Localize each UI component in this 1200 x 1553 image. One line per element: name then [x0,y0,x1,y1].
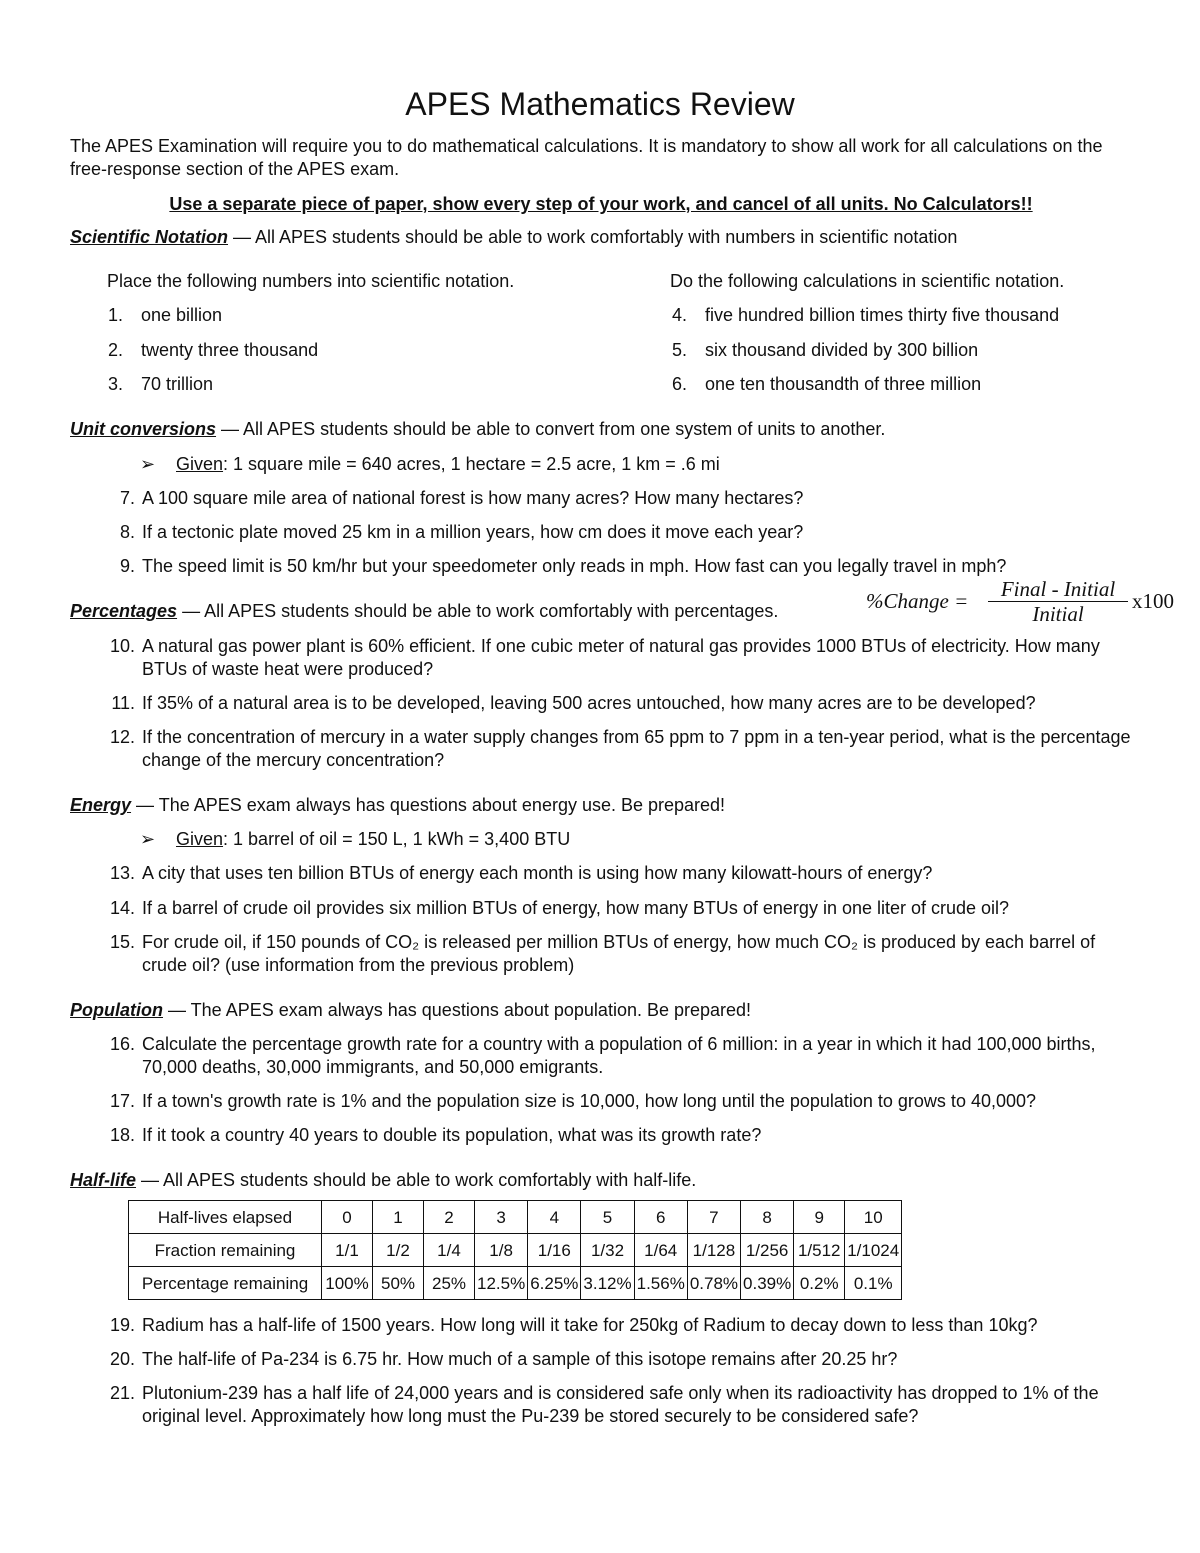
table-cell: 5 [581,1201,634,1234]
table-row [129,1267,902,1300]
section-heading: Percentages [70,601,178,621]
formula-rhs: x100 [1132,589,1174,613]
table-cell: 1/1024 [845,1234,902,1267]
row-label: Fraction remaining [129,1234,322,1267]
question-17 [105,1090,1135,1113]
formula-lhs: %Change = [866,589,969,613]
section-scientific-notation [70,226,1150,249]
question-14 [105,897,1135,920]
section-heading: Scientific Notation [70,227,229,247]
table-cell: 1.56% [634,1267,687,1300]
section-heading: Population [70,1000,163,1020]
question-text: 70 trillion [141,374,214,394]
question-number: 5. [671,340,687,360]
section-heading: Unit conversions [70,419,217,439]
question-number: 6. [671,374,687,394]
section-heading: Half-life [70,1170,137,1190]
question-text: If 35% of a natural area is to be developed, leaving 500 acres untouched, how many acres are to be developed? [142,693,1036,713]
formula-fraction [988,578,1128,625]
section-description: — All APES students should be able to work comfortably with half-life. [136,1170,697,1190]
table-cell: 1/1 [322,1234,373,1267]
question-2 [105,339,318,362]
table-cell: 1/32 [581,1234,634,1267]
question-text: The half-life of Pa-234 is 6.75 hr. How much of a sample of this isotope remains after 20.25 hr? [142,1349,898,1369]
question-number: 18. [109,1125,135,1145]
table-cell: 2 [424,1201,475,1234]
question-text: If a town's growth rate is 1% and the population size is 10,000, how long until the population to grows to 40,000? [142,1091,1037,1111]
question-number: 21. [109,1383,135,1403]
given-label: Given [176,829,224,849]
table-cell: 0.2% [794,1267,845,1300]
question-number: 10. [109,636,135,656]
question-number: 19. [109,1315,135,1335]
question-number: 8. [119,522,135,542]
table-cell: 12.5% [475,1267,528,1300]
question-text: A 100 square mile area of national forest is how many acres? How many hectares? [142,488,804,508]
question-13 [105,862,1135,885]
question-number: 9. [119,556,135,576]
question-number: 4. [671,305,687,325]
table-row [129,1201,902,1234]
sci-left-instruction: Place the following numbers into scientific notation. [107,271,515,291]
given-text: : 1 square mile = 640 acres, 1 hectare = 2.5 acre, 1 km = .6 mi [223,454,720,474]
table-cell: 3 [475,1201,528,1234]
question-number: 13. [109,863,135,883]
table-cell: 1/128 [687,1234,740,1267]
question-number: 15. [109,932,135,952]
table-cell: 4 [528,1201,581,1234]
table-row [129,1234,902,1267]
arrow-bullet-icon: ➢ [140,454,156,474]
table-cell: 0.78% [687,1267,740,1300]
question-text: If it took a country 40 years to double its population, what was its growth rate? [142,1125,762,1145]
section-description: — The APES exam always has questions about energy use. Be prepared! [131,795,726,815]
table-cell: 6 [634,1201,687,1234]
question-text: twenty three thousand [141,340,319,360]
question-6 [669,373,981,396]
question-text: If a tectonic plate moved 25 km in a million years, how cm does it move each year? [142,522,804,542]
question-number: 16. [109,1034,135,1054]
question-number: 17. [109,1091,135,1111]
arrow-bullet-icon: ➢ [140,829,156,849]
table-cell: 1/512 [794,1234,845,1267]
question-11 [105,692,1135,715]
question-text: Plutonium-239 has a half life of 24,000 years and is considered safe only when its radioactivity has dropped to 1% of the original level. Approximately how long must the Pu-239 be stored securely to be considered safe? [142,1383,1099,1426]
section-description: — The APES exam always has questions about population. Be prepared! [163,1000,752,1020]
question-number: 7. [119,488,135,508]
question-number: 1. [107,305,123,325]
energy-given [140,828,570,851]
page-title: APES Mathematics Review [405,86,795,122]
given-text: : 1 barrel of oil = 150 L, 1 kWh = 3,400 BTU [223,829,571,849]
formula-denominator: Initial [1032,602,1084,626]
question-15 [105,931,1135,977]
question-4 [669,304,1059,327]
question-7 [105,487,1135,510]
table-cell: 1/8 [475,1234,528,1267]
question-16 [105,1033,1135,1079]
table-cell: 9 [794,1201,845,1234]
table-cell: 100% [322,1267,373,1300]
formula-numerator: Final - Initial [1000,577,1116,601]
section-half-life [70,1169,1150,1192]
question-text: five hundred billion times thirty five thousand [705,305,1060,325]
half-life-table [128,1200,902,1300]
table-cell: 1/2 [373,1234,424,1267]
table-cell: 1/4 [424,1234,475,1267]
table-cell: 3.12% [581,1267,634,1300]
table-cell: 6.25% [528,1267,581,1300]
table-cell: 8 [741,1201,794,1234]
question-19 [105,1314,1135,1337]
row-label: Percentage remaining [129,1267,322,1300]
question-text: A city that uses ten billion BTUs of energy each month is using how many kilowatt-hours of energy? [142,863,933,883]
question-text: Radium has a half-life of 1500 years. How long will it take for 250kg of Radium to decay down to less than 10kg? [142,1315,1038,1335]
table-cell: 1/256 [741,1234,794,1267]
table-cell: 0 [322,1201,373,1234]
question-1 [105,304,222,327]
question-text: one billion [141,305,223,325]
question-text: A natural gas power plant is 60% efficient. If one cubic meter of natural gas provides 1000 BTUs of electricity. How many BTUs of waste heat were produced? [142,636,1100,679]
question-8 [105,521,1135,544]
section-heading: Energy [70,795,132,815]
section-population [70,999,1150,1022]
question-20 [105,1348,1135,1371]
question-text: one ten thousandth of three million [705,374,982,394]
question-text: six thousand divided by 300 billion [705,340,979,360]
question-number: 14. [109,898,135,918]
table-cell: 1 [373,1201,424,1234]
section-description: — All APES students should be able to work comfortably with numbers in scientific notation [228,227,958,247]
table-cell: 0.1% [845,1267,902,1300]
question-12 [105,726,1135,772]
table-cell: 10 [845,1201,902,1234]
table-cell: 1/64 [634,1234,687,1267]
intro-paragraph: The APES Examination will require you to do mathematical calculations. It is mandatory to show all work for all calculations on the free-response section of the APES exam. [70,136,1103,179]
section-unit-conversions [70,418,1150,441]
question-3 [105,373,213,396]
question-18 [105,1124,1135,1147]
table-cell: 25% [424,1267,475,1300]
question-number: 3. [107,374,123,394]
question-text: If the concentration of mercury in a water supply changes from 65 ppm to 7 ppm in a ten-year period, what is the percentage change of the mercury concentration? [142,727,1131,770]
question-text: The speed limit is 50 km/hr but your speedometer only reads in mph. How fast can you legally travel in mph? [142,556,1007,576]
table-cell: 50% [373,1267,424,1300]
question-text: If a barrel of crude oil provides six million BTUs of energy, how many BTUs of energy in one liter of crude oil? [142,898,1010,918]
percent-change-formula [866,578,1186,628]
question-number: 20. [109,1349,135,1369]
row-label: Half-lives elapsed [129,1201,322,1234]
question-9 [105,555,1135,578]
section-description: — All APES students should be able to work comfortably with percentages. [177,601,779,621]
instructions-warning: Use a separate piece of paper, show every step of your work, and cancel of all units. No Calculators!! [169,194,1033,214]
table-cell: 0.39% [741,1267,794,1300]
units-given [140,453,720,476]
section-energy [70,794,1150,817]
question-21 [105,1382,1135,1428]
question-number: 2. [107,340,123,360]
sci-right-instruction: Do the following calculations in scientific notation. [670,271,1065,291]
table-cell: 1/16 [528,1234,581,1267]
question-number: 11. [111,693,135,713]
question-text: Calculate the percentage growth rate for a country with a population of 6 million: in a year in which it had 100,000 births, 70,000 deaths, 30,000 immigrants, and 50,000 emigrants. [142,1034,1096,1077]
question-number: 12. [109,727,135,747]
section-description: — All APES students should be able to convert from one system of units to another. [216,419,886,439]
question-text: For crude oil, if 150 pounds of CO₂ is released per million BTUs of energy, how much CO₂ is produced by each barrel of crude oil? (use information from the previous problem) [142,932,1096,975]
question-5 [669,339,978,362]
table-cell: 7 [687,1201,740,1234]
given-label: Given [176,454,224,474]
question-10 [105,635,1135,681]
